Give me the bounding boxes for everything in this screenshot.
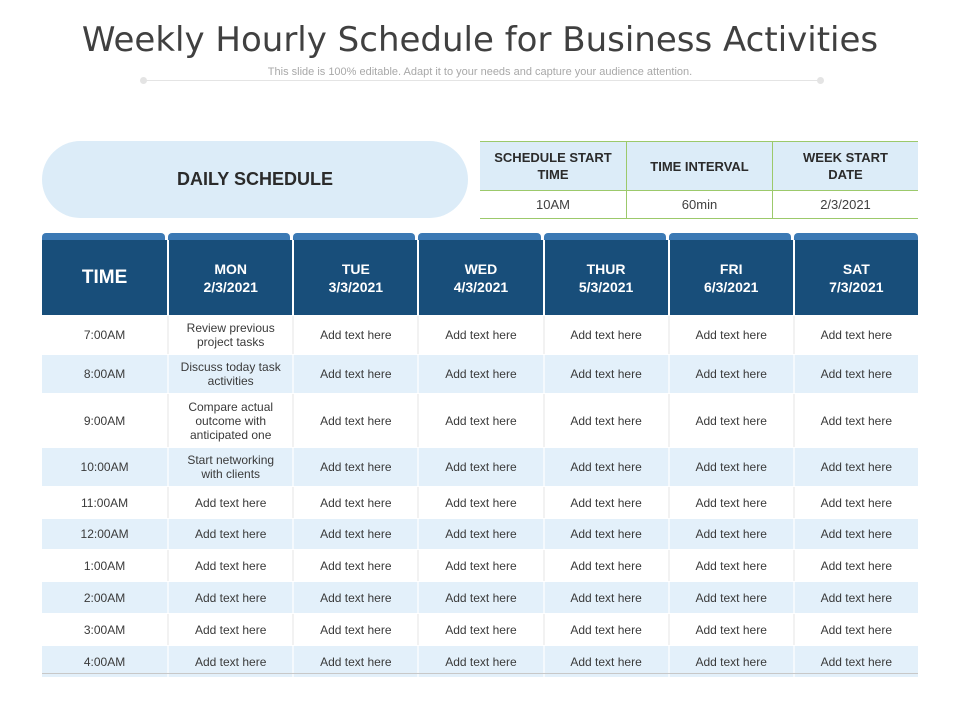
info-value-week-start: 2/3/2021 bbox=[772, 191, 918, 218]
schedule-cell: Add text here bbox=[668, 355, 793, 393]
schedule-cell: Add text here bbox=[543, 550, 668, 581]
schedule-cell: Add text here bbox=[668, 316, 793, 354]
day-header-tue bbox=[292, 240, 417, 315]
schedule-info-table bbox=[480, 141, 918, 219]
schedule-cell: Add text here bbox=[292, 394, 417, 447]
schedule-cell: Add text here bbox=[793, 646, 918, 677]
time-cell: 8:00AM bbox=[83, 367, 126, 381]
day-header-mon bbox=[167, 240, 292, 315]
schedule-cell: Add text here bbox=[167, 519, 292, 549]
schedule-cell: Add text here bbox=[292, 646, 417, 677]
info-header-row bbox=[480, 142, 918, 191]
table-row bbox=[42, 582, 918, 614]
day-name: WED bbox=[464, 260, 498, 277]
schedule-cell: Add text here bbox=[417, 582, 542, 613]
schedule-cell: Add text here bbox=[543, 614, 668, 645]
info-header-week-start: WEEK START DATE bbox=[772, 142, 918, 190]
day-date: 6/3/2021 bbox=[703, 278, 759, 295]
time-cell: 9:00AM bbox=[83, 413, 126, 428]
schedule-cell: Discuss today task activities bbox=[167, 355, 292, 393]
schedule-cell: Add text here bbox=[793, 448, 918, 486]
schedule-cell: Add text here bbox=[668, 582, 793, 613]
schedule-cell: Add text here bbox=[292, 448, 417, 486]
table-row bbox=[42, 519, 918, 550]
schedule-cell: Add text here bbox=[668, 487, 793, 518]
schedule-cell: Add text here bbox=[793, 487, 918, 518]
schedule-cell: Add text here bbox=[668, 394, 793, 447]
title-divider bbox=[144, 80, 820, 81]
divider-dot-left bbox=[140, 77, 147, 84]
schedule-cell: Add text here bbox=[292, 582, 417, 613]
info-value-start-time: 10AM bbox=[536, 197, 570, 212]
day-date: 4/3/2021 bbox=[453, 278, 509, 295]
schedule-cell: Add text here bbox=[167, 614, 292, 645]
schedule-cell: Add text here bbox=[292, 487, 417, 518]
schedule-cell: Add text here bbox=[543, 487, 668, 518]
day-date: 7/3/2021 bbox=[829, 278, 884, 295]
time-cell: 1:00AM bbox=[83, 558, 126, 573]
schedule-cell: Add text here bbox=[793, 614, 918, 645]
info-header-start-time: SCHEDULE START TIME bbox=[494, 150, 612, 182]
day-date: 3/3/2021 bbox=[328, 278, 384, 295]
table-row bbox=[42, 487, 918, 519]
header-tabs bbox=[42, 233, 918, 239]
day-header-fri bbox=[668, 240, 793, 315]
schedule-cell: Add text here bbox=[167, 646, 292, 677]
day-header-wed bbox=[417, 240, 542, 315]
time-cell: 7:00AM bbox=[83, 328, 126, 342]
schedule-body bbox=[42, 316, 918, 678]
page-title: Weekly Hourly Schedule for Business Activities bbox=[81, 20, 879, 60]
schedule-cell: Add text here bbox=[668, 646, 793, 677]
schedule-cell: Add text here bbox=[417, 519, 542, 549]
schedule-cell: Add text here bbox=[417, 394, 542, 447]
day-header-thur bbox=[543, 240, 668, 315]
schedule-cell: Add text here bbox=[417, 316, 542, 354]
divider-dot-right bbox=[817, 77, 824, 84]
time-column-header bbox=[42, 240, 167, 315]
time-cell: 2:00AM bbox=[83, 590, 126, 605]
schedule-cell: Add text here bbox=[417, 614, 542, 645]
time-header-label: TIME bbox=[81, 266, 128, 288]
schedule-cell: Add text here bbox=[543, 394, 668, 447]
time-cell: 4:00AM bbox=[83, 654, 126, 669]
page-subtitle: This slide is 100% editable. Adapt it to your needs and capture your audience attention. bbox=[267, 66, 693, 78]
day-name: TUE bbox=[341, 260, 370, 277]
schedule-cell: Compare actual outcome with anticipated one bbox=[167, 394, 292, 447]
table-row bbox=[42, 550, 918, 582]
info-value-interval: 60min bbox=[626, 191, 772, 218]
schedule-cell: Add text here bbox=[793, 582, 918, 613]
schedule-cell: Add text here bbox=[292, 355, 417, 393]
schedule-cell: Add text here bbox=[417, 487, 542, 518]
day-header-sat bbox=[793, 240, 918, 315]
schedule-cell: Add text here bbox=[167, 550, 292, 581]
schedule-cell: Add text here bbox=[668, 519, 793, 549]
info-header-interval: TIME INTERVAL bbox=[626, 142, 772, 190]
day-name: FRI bbox=[719, 260, 743, 277]
schedule-cell: Add text here bbox=[793, 316, 918, 354]
day-name: MON bbox=[214, 260, 248, 277]
schedule-cell: Add text here bbox=[543, 519, 668, 549]
table-bottom-border bbox=[42, 673, 918, 674]
day-name: SAT bbox=[842, 260, 870, 277]
schedule-cell: Add text here bbox=[543, 355, 668, 393]
schedule-cell: Add text here bbox=[417, 646, 542, 677]
time-cell: 12:00AM bbox=[80, 527, 129, 541]
day-name: THUR bbox=[586, 260, 626, 277]
table-row bbox=[42, 448, 918, 487]
table-row bbox=[42, 355, 918, 394]
schedule-cell: Add text here bbox=[292, 550, 417, 581]
schedule-cell: Add text here bbox=[668, 614, 793, 645]
schedule-cell: Review previous project tasks bbox=[167, 316, 292, 354]
schedule-cell: Add text here bbox=[793, 394, 918, 447]
time-cell: 11:00AM bbox=[80, 495, 129, 510]
schedule-cell: Add text here bbox=[543, 582, 668, 613]
schedule-cell: Add text here bbox=[793, 550, 918, 581]
schedule-cell: Add text here bbox=[668, 550, 793, 581]
daily-schedule-label: DAILY SCHEDULE bbox=[42, 141, 468, 218]
schedule-cell: Add text here bbox=[292, 614, 417, 645]
schedule-cell: Add text here bbox=[543, 448, 668, 486]
table-row bbox=[42, 614, 918, 646]
schedule-cell: Add text here bbox=[292, 316, 417, 354]
table-row bbox=[42, 316, 918, 355]
table-row bbox=[42, 394, 918, 448]
schedule-cell: Add text here bbox=[793, 519, 918, 549]
schedule-cell: Add text here bbox=[543, 316, 668, 354]
schedule-cell: Add text here bbox=[793, 355, 918, 393]
schedule-cell: Add text here bbox=[167, 487, 292, 518]
schedule-cell: Add text here bbox=[417, 448, 542, 486]
schedule-cell: Start networking with clients bbox=[167, 448, 292, 486]
schedule-cell: Add text here bbox=[417, 550, 542, 581]
info-value-row bbox=[480, 191, 918, 218]
schedule-cell: Add text here bbox=[417, 355, 542, 393]
schedule-cell: Add text here bbox=[167, 582, 292, 613]
time-cell: 10:00AM bbox=[80, 460, 129, 474]
day-date: 2/3/2021 bbox=[203, 278, 258, 295]
time-cell: 3:00AM bbox=[83, 622, 126, 637]
schedule-cell: Add text here bbox=[668, 448, 793, 486]
schedule-header-row bbox=[42, 240, 918, 315]
schedule-cell: Add text here bbox=[292, 519, 417, 549]
day-date: 5/3/2021 bbox=[578, 278, 634, 295]
schedule-cell: Add text here bbox=[543, 646, 668, 677]
